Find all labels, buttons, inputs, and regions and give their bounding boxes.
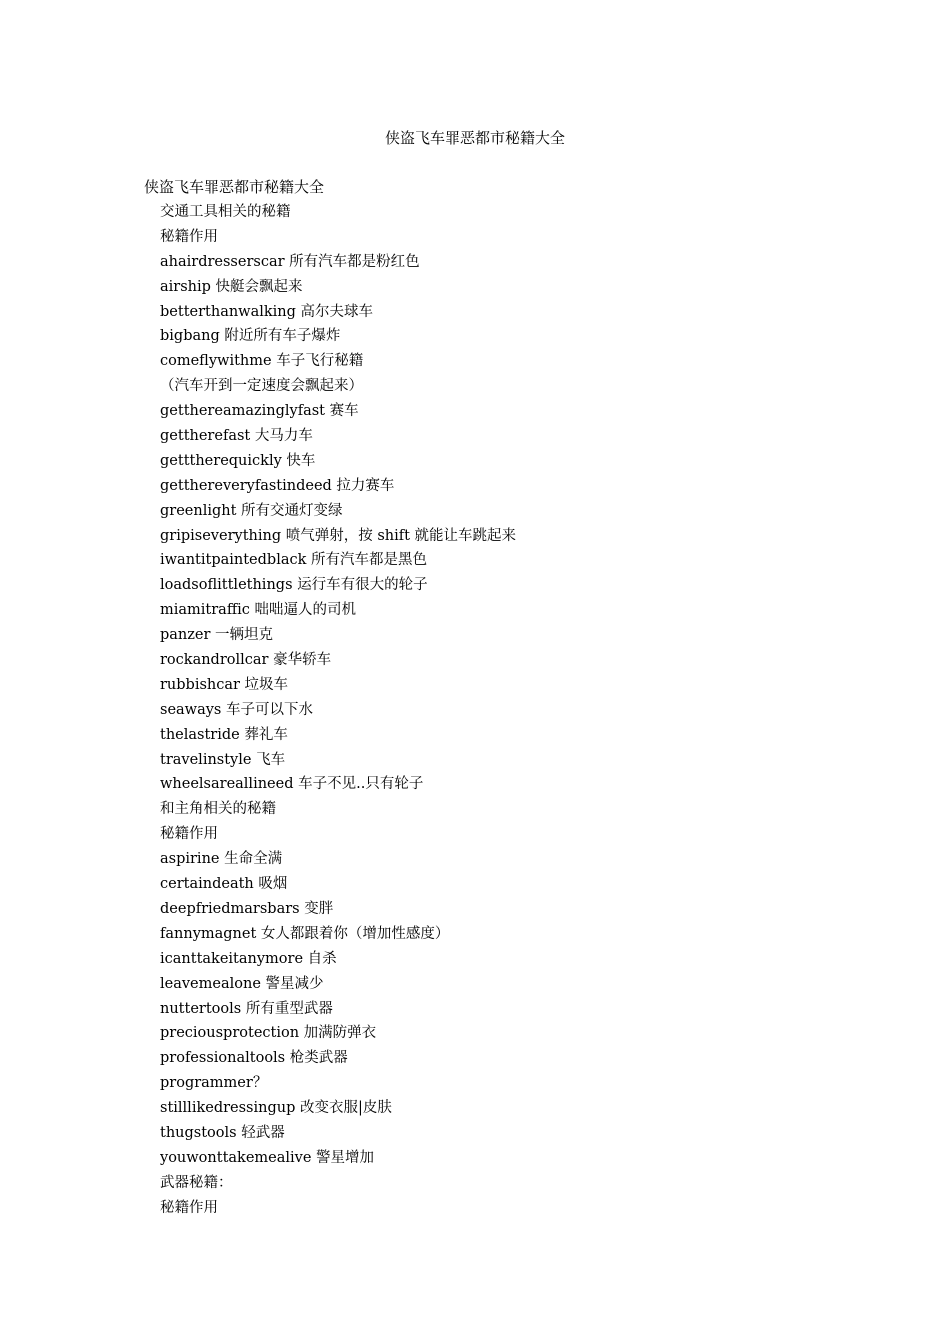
list-item: panzer 一辆坦克 <box>160 627 274 644</box>
list-item: icanttakeitanymore 自杀 <box>160 950 337 967</box>
list-item: travelinstyle 飞车 <box>160 751 286 768</box>
list-item: getthereamazinglyfast 赛车 <box>160 403 359 420</box>
list-item: professionaltools 枪类武器 <box>160 1050 348 1067</box>
list-item: preciousprotection 加满防弹衣 <box>160 1025 377 1042</box>
list-item: rubbishcar 垃圾车 <box>160 676 289 693</box>
list-item: gripiseverything 喷气弹射，按 shift 就能让车跳起来 <box>160 527 517 544</box>
list-item: leavemealone 警星减少 <box>160 975 324 992</box>
list-item: （汽车开到一定速度会飘起来） <box>160 378 363 395</box>
cheat-list <box>160 201 880 1222</box>
list-item: aspirine 生命全满 <box>160 851 283 868</box>
list-item: fannymagnet 女人都跟着你（增加性感度） <box>160 925 450 942</box>
list-item: greenlight 所有交通灯变绿 <box>160 502 343 519</box>
list-item: bigbang 附近所有车子爆炸 <box>160 328 341 345</box>
list-item: nuttertools 所有重型武器 <box>160 1000 333 1017</box>
list-item: thugstools 轻武器 <box>160 1124 285 1141</box>
list-item: comeflywithme 车子飞行秘籍 <box>160 353 364 370</box>
list-item: wheelsareallineed 车子不见..只有轮子 <box>160 776 424 793</box>
page-title: 侠盗飞车罪恶都市秘籍大全 <box>384 129 565 147</box>
list-item: youwonttakemealive 警星增加 <box>160 1149 375 1166</box>
list-item: deepfriedmarsbars 变胖 <box>160 900 334 917</box>
list-item: getthereveryfastindeed 拉力赛车 <box>160 477 395 494</box>
list-item: 秘籍作用 <box>160 228 218 245</box>
list-item: getttherequickly 快车 <box>160 452 316 469</box>
list-item: ahairdresserscar 所有汽车都是粉红色 <box>160 253 420 270</box>
list-item: programmer？ <box>160 1075 268 1092</box>
list-item: 武器秘籍： <box>160 1174 233 1191</box>
list-item: loadsoflittlethings 运行车有很大的轮子 <box>160 577 428 594</box>
list-item: certaindeath 吸烟 <box>160 876 288 893</box>
list-item: rockandrollcar 豪华轿车 <box>160 652 332 669</box>
list-item: gettherefast 大马力车 <box>160 428 313 445</box>
list-item: 秘籍作用 <box>160 1199 218 1216</box>
list-item: 和主角相关的秘籍 <box>160 801 276 818</box>
section-heading: 侠盗飞车罪恶都市秘籍大全 <box>144 178 325 196</box>
list-item: 秘籍作用 <box>160 826 218 843</box>
list-item: thelastride 葬礼车 <box>160 726 288 743</box>
list-item: miamitraffic 咄咄逼人的司机 <box>160 602 356 619</box>
list-item: airship 快艇会飘起来 <box>160 278 303 295</box>
list-item: seaways 车子可以下水 <box>160 701 313 718</box>
list-item: iwantitpaintedblack 所有汽车都是黑色 <box>160 552 427 569</box>
list-item: 交通工具相关的秘籍 <box>160 204 291 220</box>
list-item: betterthanwalking 高尔夫球车 <box>160 303 374 320</box>
list-item: stilllikedressingup 改变衣服|皮肤 <box>160 1100 392 1117</box>
